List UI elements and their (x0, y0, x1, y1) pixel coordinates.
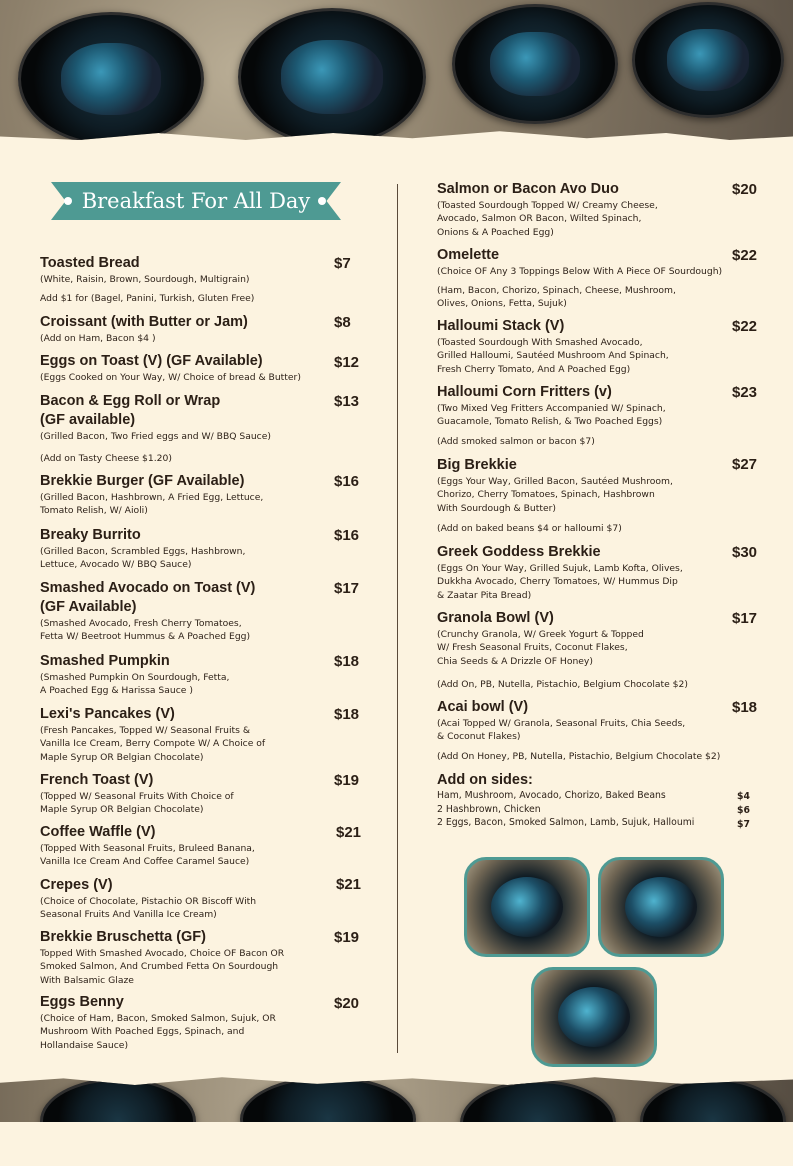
column-divider (397, 184, 398, 1053)
sides-row-price: $6 (737, 805, 750, 816)
item-description: (Fresh Pancakes, Topped W/ Seasonal Fruits & Vanilla Ice Cream, Berry Compote W/ A Choice of Maple Syrup OR Belgian Chocolate) (40, 725, 266, 763)
item-name: Big Brekkie (437, 457, 517, 473)
item-name: Breaky Burrito (40, 527, 141, 543)
food-photo (598, 857, 724, 957)
item-name: Acai bowl (V) (437, 699, 529, 715)
item-name: Granola Bowl (V) (437, 610, 554, 626)
item-description: (Crunchy Granola, W/ Greek Yogurt & Topped W/ Fresh Seasonal Fruits, Coconut Flakes, Chia Seeds & A Drizzle OF Honey) (437, 629, 644, 667)
food-plate-image (238, 8, 426, 146)
item-price: $19 (334, 772, 360, 789)
footer-photo-strip (0, 1066, 793, 1122)
item-price: $19 (334, 929, 360, 946)
item-name: Halloumi Corn Fritters (v) (437, 384, 612, 400)
menu-item (437, 180, 658, 239)
item-name: Smashed Avocado on Toast (V) (GF Available) (40, 580, 256, 615)
item-description: (Smashed Avocado, Fresh Cherry Tomatoes, Fetta W/ Beetroot Hummus & A Poached Egg) (40, 618, 251, 643)
menu-item (40, 254, 250, 286)
item-name: Lexi's Pancakes (V) (40, 706, 175, 722)
item-price: $21 (336, 824, 362, 841)
item-description: (White, Raisin, Brown, Sourdough, Multigrain) (40, 274, 250, 285)
sides-row-text: Ham, Mushroom, Avocado, Chorizo, Baked Beans (437, 790, 666, 801)
omelette-toppings: (Ham, Bacon, Chorizo, Spinach, Cheese, Mushroom, Olives, Onions, Fetta, Sujuk) (437, 285, 676, 310)
item-name: Smashed Pumpkin (40, 653, 170, 669)
item-name: Eggs Benny (40, 994, 124, 1010)
item-price: $20 (334, 995, 360, 1012)
item-price: $17 (334, 580, 360, 597)
menu-item (437, 609, 644, 668)
menu-item (437, 543, 683, 602)
food-photo (464, 857, 590, 957)
item-addon: Add $1 for (Bagel, Panini, Turkish, Gluten Free) (40, 293, 255, 304)
sides-row-text: 2 Hashbrown, Chicken (437, 804, 541, 815)
menu-item (40, 876, 256, 922)
item-price: $8 (334, 314, 351, 331)
menu-item (40, 526, 245, 572)
item-price: $22 (732, 318, 758, 335)
menu-item (40, 472, 263, 518)
item-name: Bacon & Egg Roll or Wrap (GF available) (40, 393, 221, 428)
item-addon: (Add smoked salmon or bacon $7) (437, 436, 595, 447)
item-price: $16 (334, 473, 360, 490)
item-price: $17 (732, 610, 758, 627)
food-plate-image (240, 1076, 416, 1162)
menu-item (40, 928, 284, 987)
item-name: Crepes (V) (40, 877, 113, 893)
item-description: (Toasted Sourdough Topped W/ Creamy Cheese, Avocado, Salmon OR Bacon, Wilted Spinach, Onions & A Poached Egg) (437, 200, 658, 238)
item-description: (Eggs On Your Way, Grilled Sujuk, Lamb Kofta, Olives, Dukkha Avocado, Cherry Tomatoes, W/ Hummus Dip & Zaatar Pita Bread) (437, 563, 683, 601)
item-description: (Add on Ham, Bacon $4 ) (40, 333, 156, 344)
item-addon: (Add On, PB, Nutella, Pistachio, Belgium Chocolate $2) (437, 679, 688, 690)
item-description: (Choice OF Any 3 Toppings Below With A Piece OF Sourdough) (437, 266, 723, 277)
item-price: $23 (732, 384, 758, 401)
item-price: $20 (732, 181, 758, 198)
sides-heading: Add on sides: (437, 772, 533, 788)
item-name: Coffee Waffle (V) (40, 824, 156, 840)
item-price: $16 (334, 527, 360, 544)
item-name: Omelette (437, 247, 500, 263)
food-plate-image (632, 2, 784, 118)
item-description: (Toasted Sourdough With Smashed Avocado, Grilled Halloumi, Sautéed Mushroom And Spinach, Fresh Cherry Tomato, And A Poached Egg) (437, 337, 669, 375)
menu-item (40, 352, 301, 384)
menu-item (437, 383, 666, 429)
item-name: Croissant (with Butter or Jam) (40, 314, 248, 330)
item-description: (Choice of Chocolate, Pistachio OR Biscoff With Seasonal Fruits And Vanilla Ice Cream) (40, 896, 257, 921)
item-price: $12 (334, 354, 360, 371)
item-price: $27 (732, 456, 758, 473)
item-description: Topped With Smashed Avocado, Choice OF Bacon OR Smoked Salmon, And Crumbed Fetta On Sourdough With Balsamic Glaze (40, 948, 285, 986)
menu-item (437, 246, 722, 278)
item-price: $13 (334, 393, 360, 410)
menu-item (437, 456, 673, 515)
item-name: Eggs on Toast (V) (GF Available) (40, 353, 263, 369)
item-description: (Grilled Bacon, Hashbrown, A Fried Egg, Lettuce, Tomato Relish, W/ Aioli) (40, 492, 264, 517)
item-description: (Topped With Seasonal Fruits, Bruleed Banana, Vanilla Ice Cream And Coffee Caramel Sauce) (40, 843, 255, 868)
sides-row-price: $4 (737, 791, 750, 802)
item-description: (Topped W/ Seasonal Fruits With Choice of Maple Syrup OR Belgian Chocolate) (40, 791, 234, 816)
food-plate-image (40, 1078, 196, 1164)
item-description: (Acai Topped W/ Granola, Seasonal Fruits, Chia Seeds, & Coconut Flakes) (437, 718, 686, 743)
item-description: (Grilled Bacon, Two Fried eggs and W/ BBQ Sauce) (40, 431, 271, 442)
sides-row-text: 2 Eggs, Bacon, Smoked Salmon, Lamb, Sujuk, Halloumi (437, 817, 695, 828)
item-price: $22 (732, 247, 758, 264)
item-addon: (Add on Tasty Cheese $1.20) (40, 453, 172, 464)
header-photo-strip (0, 0, 793, 175)
item-name: Toasted Bread (40, 255, 140, 271)
item-addon: (Add on baked beans $4 or halloumi $7) (437, 523, 622, 534)
menu-item (40, 579, 255, 644)
sides-row-price: $7 (737, 819, 750, 830)
menu-item (40, 705, 265, 764)
item-price: $30 (732, 544, 758, 561)
food-photo (531, 967, 657, 1067)
item-description: (Smashed Pumpkin On Sourdough, Fetta, A Poached Egg & Harissa Sauce ) (40, 672, 230, 697)
menu-item (40, 392, 271, 443)
item-name: Halloumi Stack (V) (437, 318, 565, 334)
food-plate-image (18, 12, 204, 146)
item-price: $18 (732, 699, 758, 716)
item-name: French Toast (V) (40, 772, 154, 788)
sides-section (437, 771, 533, 790)
food-plate-image (460, 1080, 616, 1166)
food-plate-image (452, 4, 618, 124)
menu-item (437, 698, 685, 744)
item-name: Brekkie Bruschetta (GF) (40, 929, 206, 945)
item-price: $7 (334, 255, 351, 272)
item-addon: (Add On Honey, PB, Nutella, Pistachio, Belgium Chocolate $2) (437, 751, 721, 762)
menu-item (40, 993, 276, 1052)
item-name: Salmon or Bacon Avo Duo (437, 181, 619, 197)
menu-title: Breakfast For All Day (81, 189, 311, 213)
item-description: (Choice of Ham, Bacon, Smoked Salmon, Sujuk, OR Mushroom With Poached Eggs, Spinach, and Hollandaise Sauce) (40, 1013, 276, 1051)
item-price: $18 (334, 706, 360, 723)
item-name: Brekkie Burger (GF Available) (40, 473, 245, 489)
item-price: $21 (336, 876, 362, 893)
item-description: (Eggs Cooked on Your Way, W/ Choice of bread & Butter) (40, 372, 301, 383)
menu-item (40, 313, 248, 345)
item-description: (Two Mixed Veg Fritters Accompanied W/ Spinach, Guacamole, Tomato Relish, & Two Poached Eggs) (437, 403, 666, 428)
item-description: (Eggs Your Way, Grilled Bacon, Sautéed Mushroom, Chorizo, Cherry Tomatoes, Spinach, Hashbrown With Sourdough & Butter) (437, 476, 673, 514)
item-price: $18 (334, 653, 360, 670)
menu-item (40, 771, 234, 817)
food-plate-image (640, 1078, 786, 1164)
item-description: (Grilled Bacon, Scrambled Eggs, Hashbrown, Lettuce, Avocado W/ BBQ Sauce) (40, 546, 246, 571)
menu-item (40, 823, 255, 869)
menu-item (437, 317, 669, 376)
menu-item (40, 652, 229, 698)
item-name: Greek Goddess Brekkie (437, 544, 601, 560)
